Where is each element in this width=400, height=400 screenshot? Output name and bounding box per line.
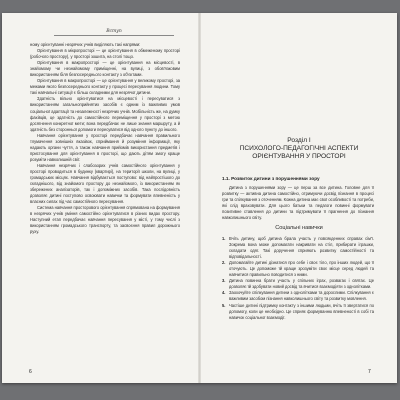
paragraph: ному орієнтуванні незрячих учнів виділяють такі напрями: (30, 42, 141, 47)
paragraph: Орієнтування в макропросторі — це орієнтування у великому просторі, за межами якого безпосереднього контакту у процесі пересування людини. Тому такі навчальні ситуації є більш складними для незрячої дитини. (30, 78, 180, 96)
paragraph: Здатність вільно орієнтуватися на місцевості і пересуватися з використанням загальноприйнятих засобів є одним із важливих умов соціальної адаптації та незалежності незрячих учнів. Мобільність же, на думку фахівців, це здатність до самостійного переміщення у просторі з метою досягнення конкретної мети; вона передбачає не лише знання маршруту, а й здатність без сторонньої допомоги пересуватися від одного пункту до іншого. (30, 96, 180, 132)
list-item (222, 290, 374, 302)
list-item (222, 236, 374, 260)
item-text: Частіше дитині підтримку контакту з іншими людьми, вчіть її звертатися по допомогу, коли це необхідно. Це сприяє формуванню впевненості в собі та навичок соціальної взаємодії. (229, 302, 374, 320)
paragraph: Навчання незрячих і слабозорих учнів самостійного орієнтування у просторі проводиться в будинку (квартирі), на території школи, на вулиці, у громадських місцях. Навчання відбувається поступово: від найпростішого до складнішого, від знайомого простору до незнайомого, із використанням як збережених аналізаторів, так і допоміжних засобів. Така послідовність дозволяє дитині поступово освоювати навички та формувати впевненість у власних силах під час самостійного пересування. (30, 162, 180, 205)
left-page-body (30, 42, 180, 236)
list-item (222, 260, 374, 278)
paragraph: Система навчання просторового орієнтування спрямована на формування в незрячих учнів уміння самостійно орієнтуватися в різних видах простору. Наступний етап передбачає навчання пересування у місті, у тому числі з використанням громадського транспорту, та засвоєння правил дорожнього руху. (30, 205, 180, 235)
item-number: 2. (222, 260, 226, 266)
paragraph: Дитина з порушеннями зору — це перш за все дитина. Головне для її розвитку — активна дитина самостійно, отримуючи досвід пізнання в процесі гри та спілкування з оточенням. Кожна дитина має свої особливості та потреби, які слід враховувати. Для цього батьки та педагоги повинні формувати позитивне ставлення до дитини та підтримувати її прагнення до пізнання навколишнього світу. (222, 185, 374, 221)
item-text: Вчіть дитину, щоб дитина брала участь у повсякденних справах сім'ї. Зокрема вона може допомагати накривати на стіл, прибирати іграшки, складати одяг. Такі доручення сприяють розвитку самостійності та відповідальності. (229, 236, 374, 260)
paragraph: Навчання орієнтування у просторі передбачає навчання правильного тлумачення зовнішніх вказівок, сприймання й розуміння інформації, яку надають органи чуття, а також навчання прийомів використання предметів і пристосування для орієнтування в просторі, що дають дітям змогу краще розуміти навколишній світ. (30, 132, 180, 162)
item-number: 4. (222, 290, 226, 296)
skills-heading: Соціальні навички (275, 225, 323, 231)
section-name-line: ОРІЄНТУВАННЯ У ПРОСТОРІ (252, 153, 346, 161)
list-item (222, 278, 374, 290)
item-number: 1. (222, 236, 226, 241)
section-label: Розділ І (287, 137, 311, 144)
intro-text (222, 185, 374, 221)
paragraph: Орієнтування в макропросторі — це орієнтування на місцевості, в знайомому чи незнайомому приміщенні, на вулиці, з обов'язковим використанням біля безпосереднього контакту з об'єктами. (30, 60, 180, 78)
subsection-heading: 1.1. Розвиток дитини з порушеннями зору (222, 176, 320, 181)
book-spread (2, 13, 397, 383)
paragraph: Орієнтування в мікропросторі — це орієнтування в обмеженому просторі (робочого простору), у просторі зошита, на столі тощо. (30, 48, 180, 60)
running-head: Вступ (54, 29, 174, 36)
section-name-line: ПСИХОЛОГО-ПЕДАГОГІЧНІ АСПЕКТИ (239, 145, 359, 152)
item-number: 3. (222, 278, 226, 284)
skills-list (222, 236, 374, 321)
page-number: 6 (29, 369, 32, 375)
item-text: Дитина повинна брати участь у спільних іграх, розвагах і святах. Це дозволяє їй здобувати новий досвід та вчитися взаємодіяти з однолітками. (229, 278, 374, 290)
left-page (2, 13, 199, 383)
list-item (222, 303, 374, 321)
item-text: Допомагайте дитині дізнатися про себе і своє тіло, про інших людей, що її оточують. Це допоможе їй краще зрозуміти своє місце серед людей та навчитися правильно поводитися з ними. (229, 260, 374, 278)
section-title (214, 137, 384, 161)
item-text: Заохочуйте спілкування дитини з однолітками та дорослими. Спілкування є важливим засобом пізнання навколишнього світу та розвитку мовлення. (229, 290, 374, 302)
right-page (200, 13, 397, 383)
item-number: 5. (222, 302, 226, 308)
page-number: 7 (368, 369, 371, 375)
